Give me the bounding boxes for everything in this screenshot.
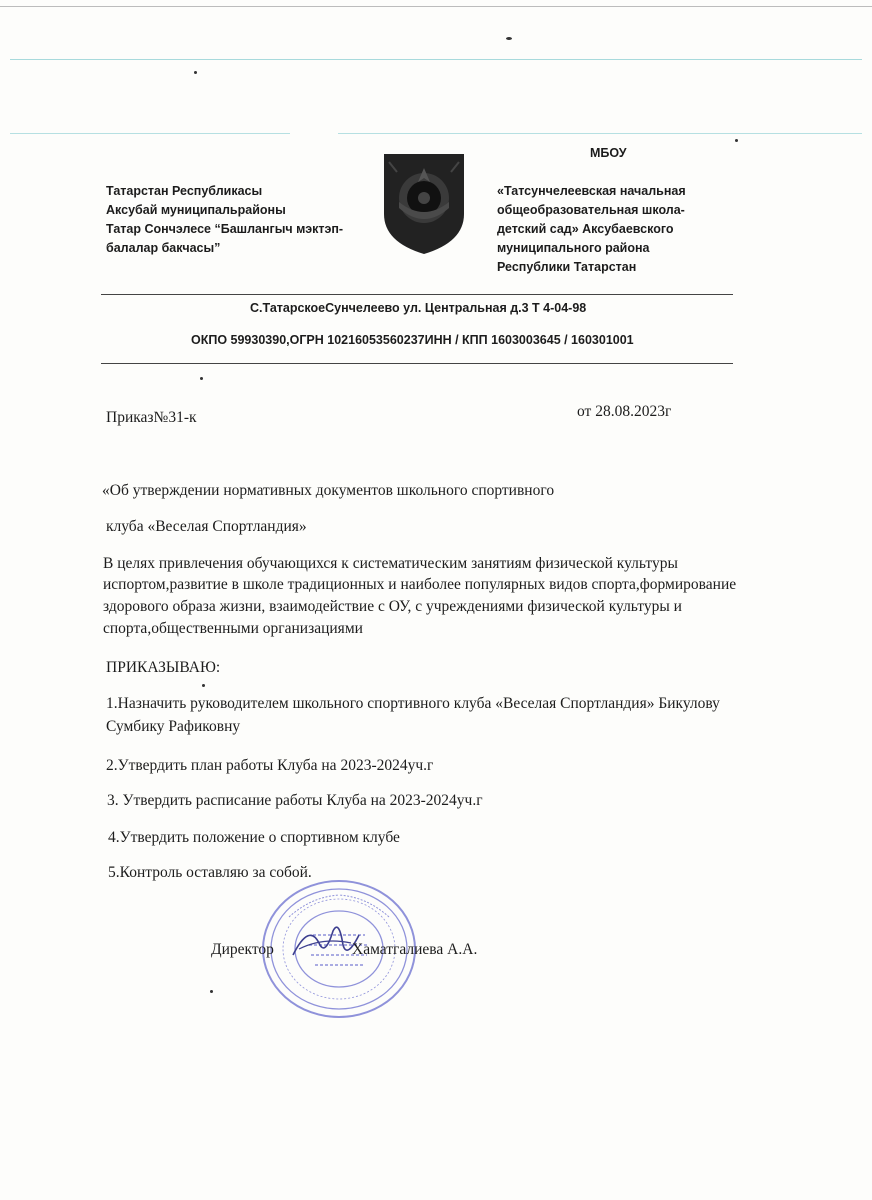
header-right-line: «Татсунчелеевская начальная (497, 184, 686, 198)
header-right-block (497, 182, 686, 277)
header-left-line: Татарстан Республикасы (106, 184, 263, 198)
order-item: 2.Утвердить план работы Клуба на 2023-2024уч.г (106, 757, 434, 774)
header-divider-bottom (101, 363, 733, 364)
scan-speck (210, 990, 213, 993)
order-subject-line2: клуба «Веселая Спортландия» (106, 518, 307, 535)
coat-of-arms-icon (381, 152, 467, 256)
preamble-line: В целях привлечения обучающихся к систематическим занятиям физической культуры (103, 555, 678, 572)
scan-speck (194, 71, 197, 74)
address-line: С.ТатарскоеСунчелеево ул. Центральная д.3 Т 4-04-98 (250, 301, 587, 315)
scan-speck (202, 684, 205, 687)
scan-speck (200, 377, 203, 380)
header-divider-top (101, 294, 733, 295)
header-right-line: общеобразовательная школа- (497, 203, 685, 217)
scan-line-top (0, 6, 872, 7)
signature-name: Хаматгалиева А.А. (352, 941, 478, 958)
header-right-line: детский сад» Аксубаевского (497, 222, 674, 236)
header-left-block (106, 182, 343, 258)
order-item: 3. Утвердить расписание работы Клуба на 2023-2024уч.г (107, 792, 483, 809)
requisites-line: ОКПО 59930390,ОГРН 10216053560237ИНН / КПП 1603003645 / 160301001 (191, 333, 634, 347)
header-right-line: муниципального района (497, 241, 650, 255)
header-left-line: Татар Сончэлесе “Башлангыч мэктэп- (106, 222, 344, 236)
header-right-line: Республики Татарстан (497, 260, 637, 274)
preamble-line: здорового образа жизни, взаимодействие с ОУ, с учреждениями физической культуры и (103, 598, 682, 615)
preamble-line: спорта,общественными организациями (103, 620, 363, 637)
scan-line-cyan-3 (338, 133, 862, 134)
scan-line-cyan-2 (10, 133, 290, 134)
scan-speck (506, 37, 512, 40)
decree-word: ПРИКАЗЫВАЮ: (106, 659, 221, 676)
order-item: 5.Контроль оставляю за собой. (108, 864, 312, 881)
order-item: Сумбику Рафиковну (106, 718, 241, 735)
order-item: 1.Назначить руководителем школьного спортивного клуба «Веселая Спортландия» Бикулову (106, 695, 720, 712)
preamble-line: испортом,развитие в школе традиционных и наиболее популярных видов спорта,формирование (103, 576, 737, 593)
header-right-title: МБОУ (590, 146, 627, 160)
signature-position: Директор (211, 941, 274, 958)
order-item: 4.Утвердить положение о спортивном клубе (108, 829, 400, 846)
order-date: от 28.08.2023г (577, 403, 672, 420)
order-subject-line1: «Об утверждении нормативных документов школьного спортивного (102, 482, 555, 499)
scan-line-cyan-1 (10, 59, 862, 60)
order-number: Приказ№31-к (106, 409, 197, 426)
header-left-line: Аксубай муниципальрайоны (106, 203, 286, 217)
header-left-line: балалар бакчасы” (106, 241, 221, 255)
scan-speck (735, 139, 738, 142)
